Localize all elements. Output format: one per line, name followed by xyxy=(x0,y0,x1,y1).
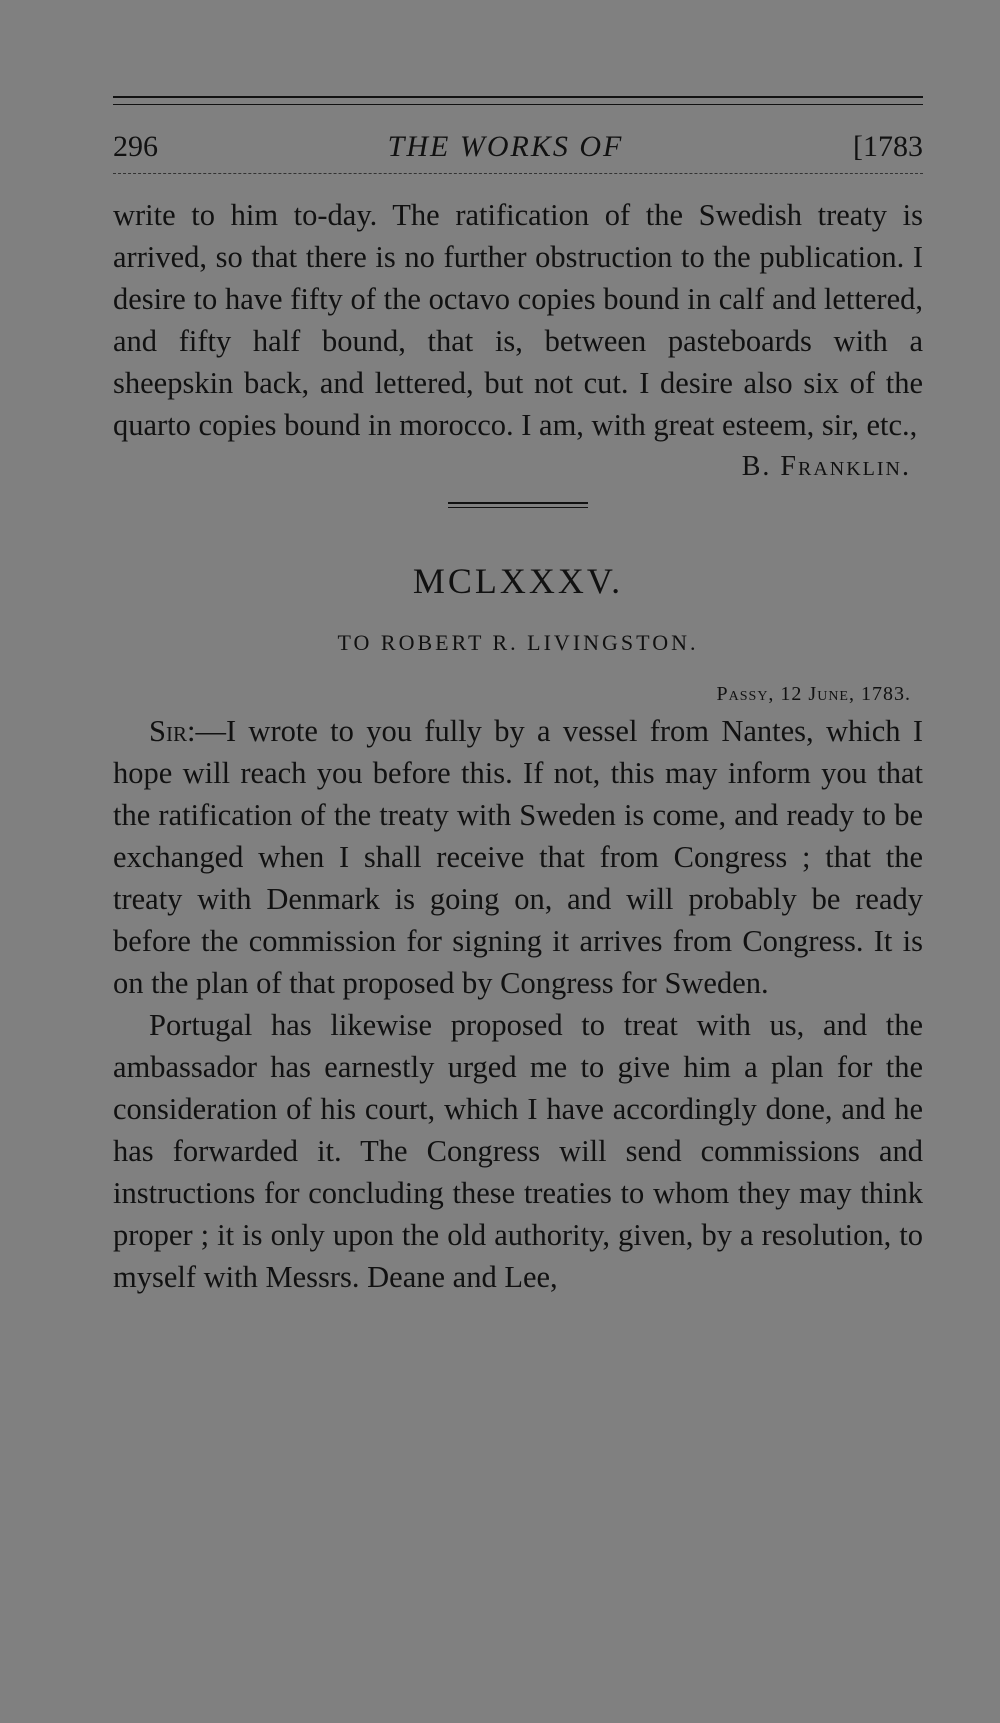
signature: B. Franklin. xyxy=(741,451,911,482)
letter-dateline: Passy, 12 June, 1783. xyxy=(716,683,911,705)
running-year: [1783 xyxy=(853,130,923,163)
header-double-rule xyxy=(113,96,923,105)
page-number: 296 xyxy=(113,130,158,163)
running-title: THE WORKS OF xyxy=(387,130,624,163)
running-head xyxy=(113,129,923,165)
letter-recipient: TO ROBERT R. LIVINGSTON. xyxy=(337,630,699,655)
salutation: Sir xyxy=(149,714,187,748)
header-dashed-rule xyxy=(113,173,923,174)
section-separator xyxy=(448,502,588,508)
letter-paragraph-2: Portugal has likewise proposed to treat with us, and the ambassador has earnestly urged me to give him a plan for the consideration of his court, which I have accordingly done, and he has forwarded it. The Congress will send commissions and instructions for concluding these treaties to whom they may think proper ; it is only upon the old authority, given, by a resolution, to myself with Messrs. Deane and Lee, xyxy=(113,1008,923,1294)
book-page xyxy=(113,96,923,1298)
letter-paragraph-1-text: :—I wrote to you fully by a vessel from Nantes, which I hope will reach you before this. If not, this may inform you that the ratification of the treaty with Sweden is come, and ready to be exchanged when I shall receive that from Congress ; that the treaty with Denmark is going on, and will probably be ready before the commission for signing it arrives from Congress. It is on the plan of that proposed by Congress for Sweden. xyxy=(113,714,923,1000)
letter-paragraph-1 xyxy=(113,710,923,1004)
letter-number: MCLXXXV. xyxy=(412,561,624,601)
continuation-paragraph: write to him to-day. The ratification of the Swedish treaty is arrived, so that there is no further obstruction to the publication. I desire to have fifty of the octavo copies bound in calf and lettered, and fifty half bound, that is, between pasteboards with a sheepskin back, and lettered, but not cut. I desire also six of the quarto copies bound in morocco. I am, with great esteem, sir, etc., xyxy=(113,198,923,442)
